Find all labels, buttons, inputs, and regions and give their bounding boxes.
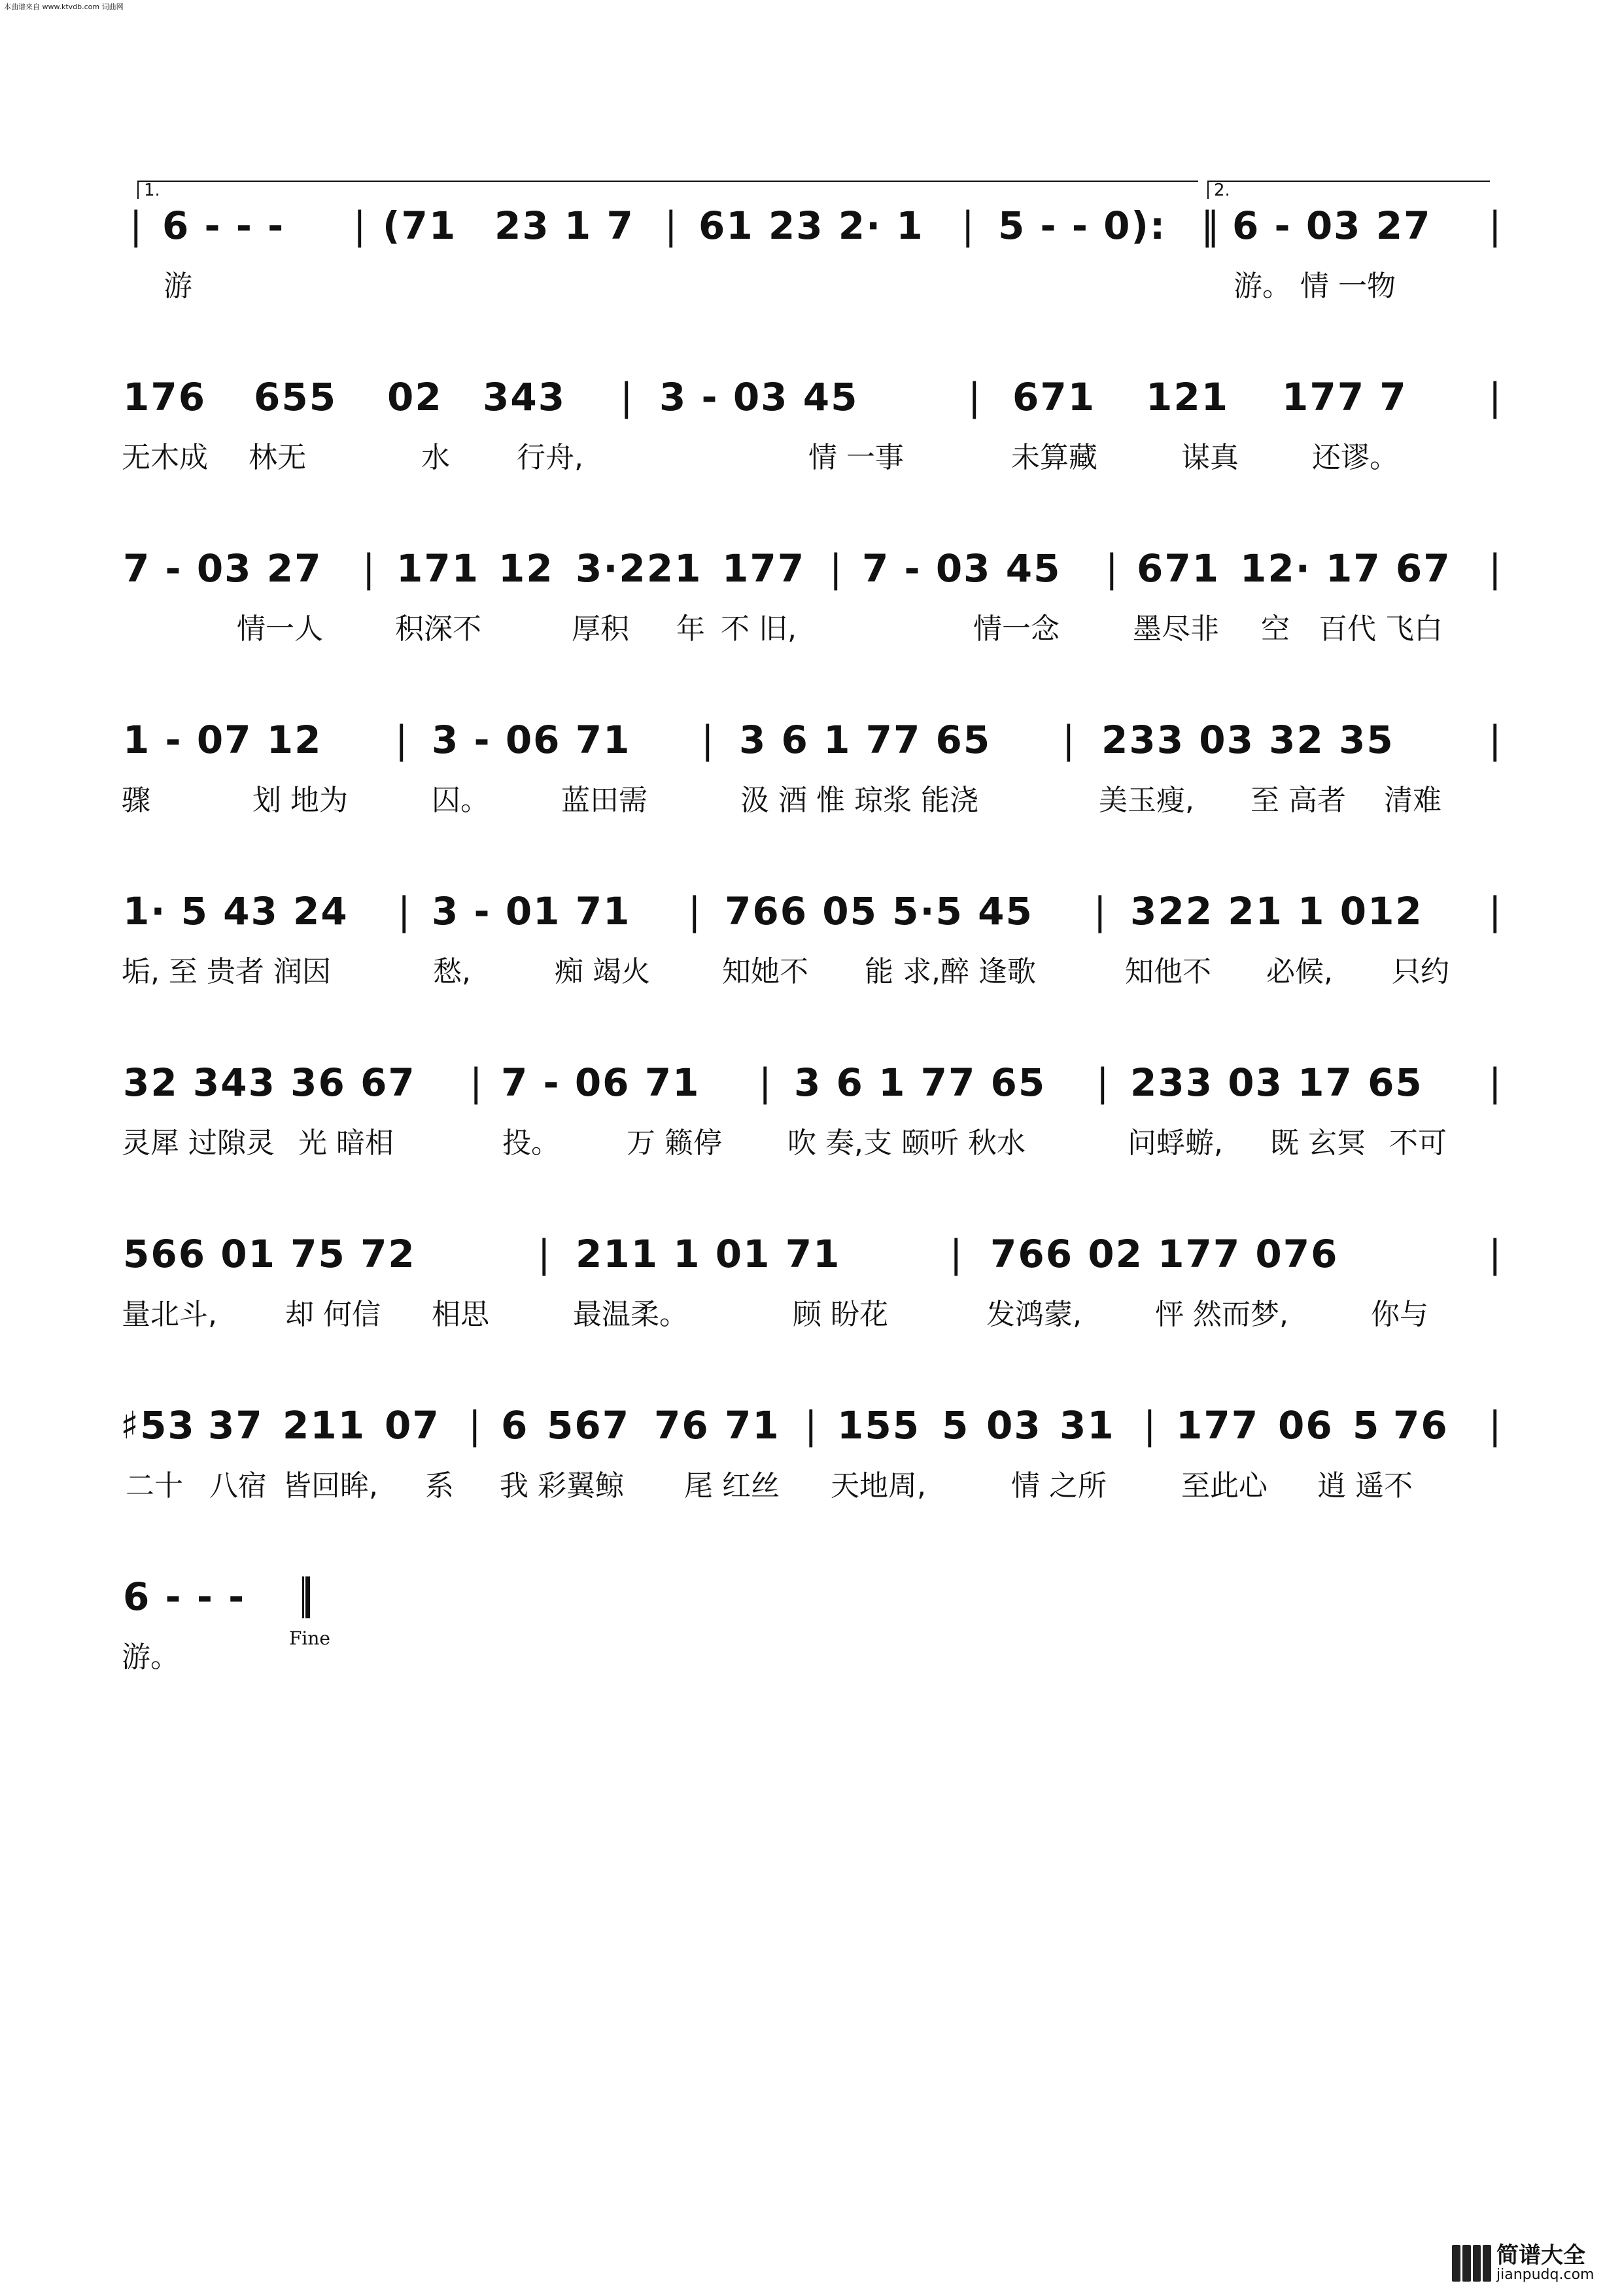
barline: | [829, 546, 844, 591]
site-logo [1452, 2244, 1609, 2283]
note-group: 61 23 2· 1 [699, 203, 924, 248]
lyric: 未算藏 [1011, 441, 1097, 474]
note-group: 7 - 03 45 [862, 546, 1061, 591]
lyric: 相思 [432, 1298, 489, 1331]
lyric: 量北斗, [122, 1298, 217, 1331]
lyric: 逍 遥不 [1317, 1469, 1413, 1503]
lyric: 光 暗相 [298, 1126, 394, 1160]
second-ending-bracket [1207, 181, 1490, 199]
barline: | [1489, 1060, 1503, 1105]
barline: | [804, 1403, 819, 1448]
lyric: 情 一事 [808, 441, 904, 474]
source-note: 本曲谱来自 www.ktvdb.com 词曲网 [4, 3, 124, 11]
note-group: ♯53 [120, 1403, 196, 1448]
piano-keys-icon [1452, 2245, 1491, 2282]
barline: | [1489, 1403, 1503, 1448]
lyric: 系 [425, 1469, 454, 1503]
note-group: 121 [1146, 375, 1230, 419]
barline: | [362, 546, 377, 591]
barline: | [538, 1232, 552, 1276]
note-group: 5 [1353, 1403, 1381, 1448]
lyric: 不可 [1389, 1126, 1447, 1160]
note-group: 211 1 01 71 [576, 1232, 841, 1276]
lyric: 至此心 [1181, 1469, 1268, 1503]
barline: | [950, 1232, 964, 1276]
lyric: 发鸿蒙, [986, 1298, 1082, 1331]
note-group: 3 6 1 77 65 [794, 1060, 1046, 1105]
note-group: 3 6 1 77 65 [739, 718, 992, 762]
barline: | [1489, 375, 1503, 419]
note-group: 76 [1393, 1403, 1449, 1448]
note-group: 6 [501, 1403, 529, 1448]
lyric: 积深不 [395, 612, 481, 646]
lyric: 美玉瘦, [1099, 784, 1194, 817]
first-ending-bracket [137, 181, 1198, 199]
repeat-barline: ‖ [1201, 203, 1221, 248]
barline: | [1096, 1060, 1111, 1105]
lyric: 囚。 [432, 784, 489, 817]
lyric: 林无 [249, 441, 306, 474]
lyric: 只约 [1392, 955, 1449, 988]
lyric: 怦 然而梦, [1155, 1298, 1288, 1331]
lyric: 至 高者 [1251, 784, 1346, 817]
lyric: 情一人 [237, 612, 323, 646]
barline: | [620, 375, 634, 419]
note-group: 3 - 03 45 [659, 375, 859, 419]
barline: | [1143, 1403, 1158, 1448]
note-group: 31 [1060, 1403, 1115, 1448]
note-group: 566 01 75 72 [123, 1232, 416, 1276]
note-group: 6 - 03 27 [1232, 203, 1432, 248]
note-group: 1· 5 43 24 [123, 889, 349, 933]
barline: | [961, 203, 976, 248]
note-group: 155 [837, 1403, 921, 1448]
lyric: 能 求,醉 逢歌 [865, 955, 1036, 988]
lyric: 顾 盼花 [793, 1298, 888, 1331]
lyric: 既 玄冥 [1270, 1126, 1366, 1160]
second-ending-label: 2. [1214, 181, 1230, 200]
note-group: 6 - - - [162, 203, 285, 248]
lyric: 愁, [433, 955, 471, 988]
note-group: 766 02 177 076 [990, 1232, 1339, 1276]
barline: | [398, 889, 412, 933]
note-group: 12· 17 67 [1240, 546, 1451, 591]
note-group: 5 - - 0): [998, 203, 1167, 248]
note-group: 177 [1176, 1403, 1260, 1448]
lyric: 蓝田需 [561, 784, 647, 817]
lyric: 情 之所 [1011, 1469, 1107, 1503]
barline: | [1489, 718, 1503, 762]
barline: | [470, 1060, 484, 1105]
barline: | [1105, 546, 1120, 591]
note-group: 3 - 06 71 [432, 718, 631, 762]
lyric: 天地周, [831, 1469, 926, 1503]
note-group: 76 [654, 1403, 710, 1448]
lyric: 知他不 [1125, 955, 1211, 988]
barline: | [353, 203, 368, 248]
lyric: 谋真 [1181, 441, 1239, 474]
note-group: 567 [547, 1403, 630, 1448]
barline: | [1489, 546, 1503, 591]
note-group: (71 [383, 203, 457, 248]
note-group: 233 03 32 35 [1101, 718, 1394, 762]
note-group: 7 - 06 71 [501, 1060, 700, 1105]
note-group: 233 03 17 65 [1130, 1060, 1423, 1105]
barline: | [395, 718, 409, 762]
note-group: 71 [725, 1403, 780, 1448]
note-group: 06 [1278, 1403, 1334, 1448]
lyric: 必候, [1266, 955, 1333, 988]
lyric: 你与 [1371, 1298, 1428, 1331]
lyric: 投。 [502, 1126, 560, 1160]
note-group: 07 [385, 1403, 440, 1448]
lyric: 皆回眸, [283, 1469, 378, 1503]
note-group: 02 [387, 375, 443, 419]
lyric: 最温柔。 [573, 1298, 688, 1331]
note-group: 655 [254, 375, 337, 419]
note-group: 343 [483, 375, 566, 419]
lyric: 我 彩翼鲸 [500, 1469, 624, 1503]
lyric: 知她不 [722, 955, 808, 988]
barline: | [468, 1403, 483, 1448]
lyric: 尾 红丝 [684, 1469, 780, 1503]
lyric: 问蜉蝣, [1128, 1126, 1223, 1160]
lyric: 吹 奏,支 颐听 秋水 [787, 1126, 1026, 1160]
lyric: 空 [1261, 612, 1290, 646]
barline: | [968, 375, 982, 419]
final-barline [302, 1576, 310, 1618]
barline: | [1489, 889, 1503, 933]
fine-marking: Fine [289, 1627, 330, 1649]
lyric: 厚积 [572, 612, 629, 646]
note-group: 3 - 01 71 [432, 889, 631, 933]
note-group: 12 [498, 546, 554, 591]
lyric: 二十 [126, 1469, 183, 1503]
lyric: 清难 [1384, 784, 1441, 817]
note-group: 171 [396, 546, 480, 591]
note-group: 23 1 7 [494, 203, 634, 248]
first-ending-label: 1. [144, 181, 160, 200]
lyric: 无木成 [122, 441, 208, 474]
lyric: 骤 [122, 784, 150, 817]
note-group: 176 [123, 375, 207, 419]
barline: | [759, 1060, 773, 1105]
lyric: 年 [676, 612, 705, 646]
lyric: 水 [421, 441, 450, 474]
barline: | [1094, 889, 1108, 933]
lyric: 划 地为 [252, 784, 348, 817]
lyric: 不 旧, [721, 612, 797, 646]
note-group: 211 [283, 1403, 366, 1448]
note-group: 6 - - - [123, 1574, 246, 1619]
barline: | [664, 203, 679, 248]
note-group: 5 [942, 1403, 970, 1448]
note-group: 3·221 [576, 546, 702, 591]
lyric: 墨尽非 [1133, 612, 1219, 646]
lyric: 游。 情 一物 [1234, 270, 1396, 303]
lyric: 灵犀 过隙灵 [122, 1126, 275, 1160]
barline: | [688, 889, 702, 933]
lyric: 万 籁停 [627, 1126, 722, 1160]
barline: | [1489, 1232, 1503, 1276]
note-group: 322 21 1 012 [1130, 889, 1423, 933]
lyric: 还谬。 [1312, 441, 1398, 474]
barline: | [1489, 203, 1503, 248]
note-group: 03 [986, 1403, 1042, 1448]
lyric: 游 [164, 270, 192, 303]
note-group: 7 - 03 27 [123, 546, 322, 591]
lyric: 百代 飞白 [1319, 612, 1443, 646]
note-group: 177 7 [1282, 375, 1407, 419]
lyric: 游。 [122, 1641, 179, 1674]
logo-title: 简谱大全 [1496, 2242, 1585, 2269]
lyric: 行舟, [517, 441, 583, 474]
note-group: 177 [722, 546, 806, 591]
lyric: 情一念 [973, 612, 1060, 646]
lyric: 八宿 [209, 1469, 267, 1503]
note-group: 671 [1137, 546, 1220, 591]
note-group: 766 05 5·5 45 [725, 889, 1033, 933]
logo-url: jianpudq.com [1496, 2267, 1595, 2284]
lyric: 痴 竭火 [555, 955, 650, 988]
lyric: 汲 酒 惟 琼浆 能浇 [740, 784, 978, 817]
note-group: 671 [1012, 375, 1096, 419]
lyric: 垢, 至 贵者 润因 [122, 955, 331, 988]
note-group: 37 [208, 1403, 264, 1448]
barline: | [129, 203, 144, 248]
note-group: 32 343 36 67 [123, 1060, 416, 1105]
lyric: 却 何信 [285, 1298, 381, 1331]
note-group: 1 - 07 12 [123, 718, 322, 762]
barline: | [1062, 718, 1077, 762]
barline: | [701, 718, 716, 762]
